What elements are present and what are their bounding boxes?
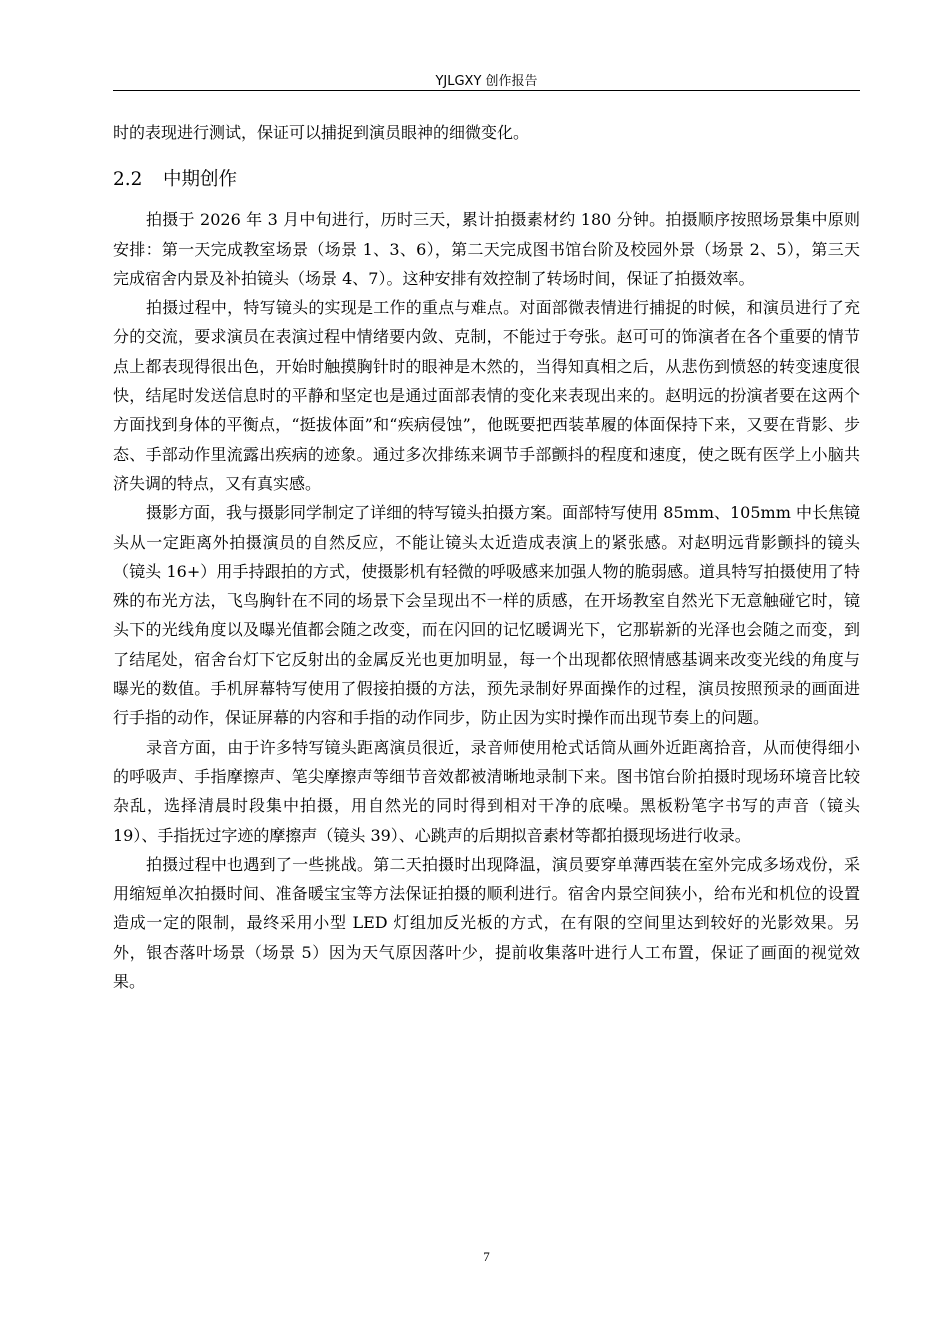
paragraph-sound-recording: 录音方面，由于许多特写镜头距离演员很近，录音师使用枪式话筒从画外近距离拾音，从而使得细小的呼吸声、手指摩擦声、笔尖摩擦声等细节音效都被清晰地录制下来。图书馆台阶拍摄时现场环境音比较杂乱，选择清晨时段集中拍摄，用自然光的同时得到相对干净的底噪。黑板粉笔字书写的声音（镜头 19）、手指抚过字迹的摩擦声（镜头 39）、心跳声的后期拟音素材等都拍摄现场进行收录。 xyxy=(113,737,860,845)
section-heading xyxy=(113,165,860,195)
page-header: YJLGXY 创作报告 xyxy=(435,74,538,89)
paragraph-challenges: 拍摄过程中也遇到了一些挑战。第二天拍摄时出现降温，演员要穿单薄西装在室外完成多场戏份，采用缩短单次拍摄时间、准备暖宝宝等方法保证拍摄的顺利进行。宿舍内景空间狭小，给布光和机位的设置造成一定的限制，最终采用小型 LED 灯组加反光板的方式，在有限的空间里达到较好的光影效果。另外，银杏落叶场景（场景 5）因为天气原因落叶少，提前收集落叶进行人工布置，保证了画面的视觉效果。 xyxy=(113,854,860,992)
section-number: 2.2 xyxy=(113,169,143,191)
continued-paragraph: 时的表现进行测试，保证可以捕捉到演员眼神的细微变化。 xyxy=(113,123,530,142)
document-body xyxy=(113,118,860,996)
section-title: 中期创作 xyxy=(163,169,238,191)
paragraph-cinematography: 摄影方面，我与摄影同学制定了详细的特写镜头拍摄方案。面部特写使用 85mm、105mm 中长焦镜头从一定距离外拍摄演员的自然反应，不能让镜头太近造成表演上的紧张感。对赵明远背影颤抖的镜头（镜头 16+）用手持跟拍的方式，使摄影机有轻微的呼吸感来加强人物的脆弱感。道具特写拍摄使用了特殊的布光方法，飞鸟胸针在不同的场景下会呈现出不一样的质感，在开场教室自然光下无意触碰它时，镜头下的光线角度以及曝光值都会随之改变，而在闪回的记忆暖调光下，它那崭新的光泽也会随之而变，到了结尾处，宿舍台灯下它反射出的金属反光也更加明显，每一个出现都依照情感基调来改变光线的角度与曝光的数值。手机屏幕特写使用了假接拍摄的方法，预先录制好界面操作的过程，演员按照预录的画面进行手指的动作，保证屏幕的内容和手指的动作同步，防止因为实时操作而出现节奏上的问题。 xyxy=(113,503,860,728)
paragraph-schedule: 拍摄于 2026 年 3 月中旬进行，历时三天，累计拍摄素材约 180 分钟。拍摄顺序按照场景集中原则安排：第一天完成教室场景（场景 1、3、6），第二天完成图书馆台阶及校园外景（场景 2、5），第三天完成宿舍内景及补拍镜头（场景 4、7）。这种安排有效控制了转场时间，保证了拍摄效率。 xyxy=(113,210,860,288)
page-number: 7 xyxy=(483,1249,490,1264)
header-divider xyxy=(113,90,860,91)
paragraph-closeup-acting: 拍摄过程中，特写镜头的实现是工作的重点与难点。对面部微表情进行捕捉的时候，和演员进行了充分的交流，要求演员在表演过程中情绪要内敛、克制，不能过于夸张。赵可可的饰演者在各个重要的情节点上都表现得很出色，开始时触摸胸针时的眼神是木然的，当得知真相之后，从悲伤到愤怒的转变速度很快，结尾时发送信息时的平静和坚定也是通过面部表情的变化来表现出来的。赵明远的扮演者要在这两个方面找到身体的平衡点，“挺拔体面”和“疾病侵蚀”，他既要把西装革履的体面保持下来，又要在背影、步态、手部动作里流露出疾病的迹象。通过多次排练来调节手部颤抖的程度和速度，使之既有医学上小脑共济失调的特点，又有真实感。 xyxy=(113,298,860,493)
